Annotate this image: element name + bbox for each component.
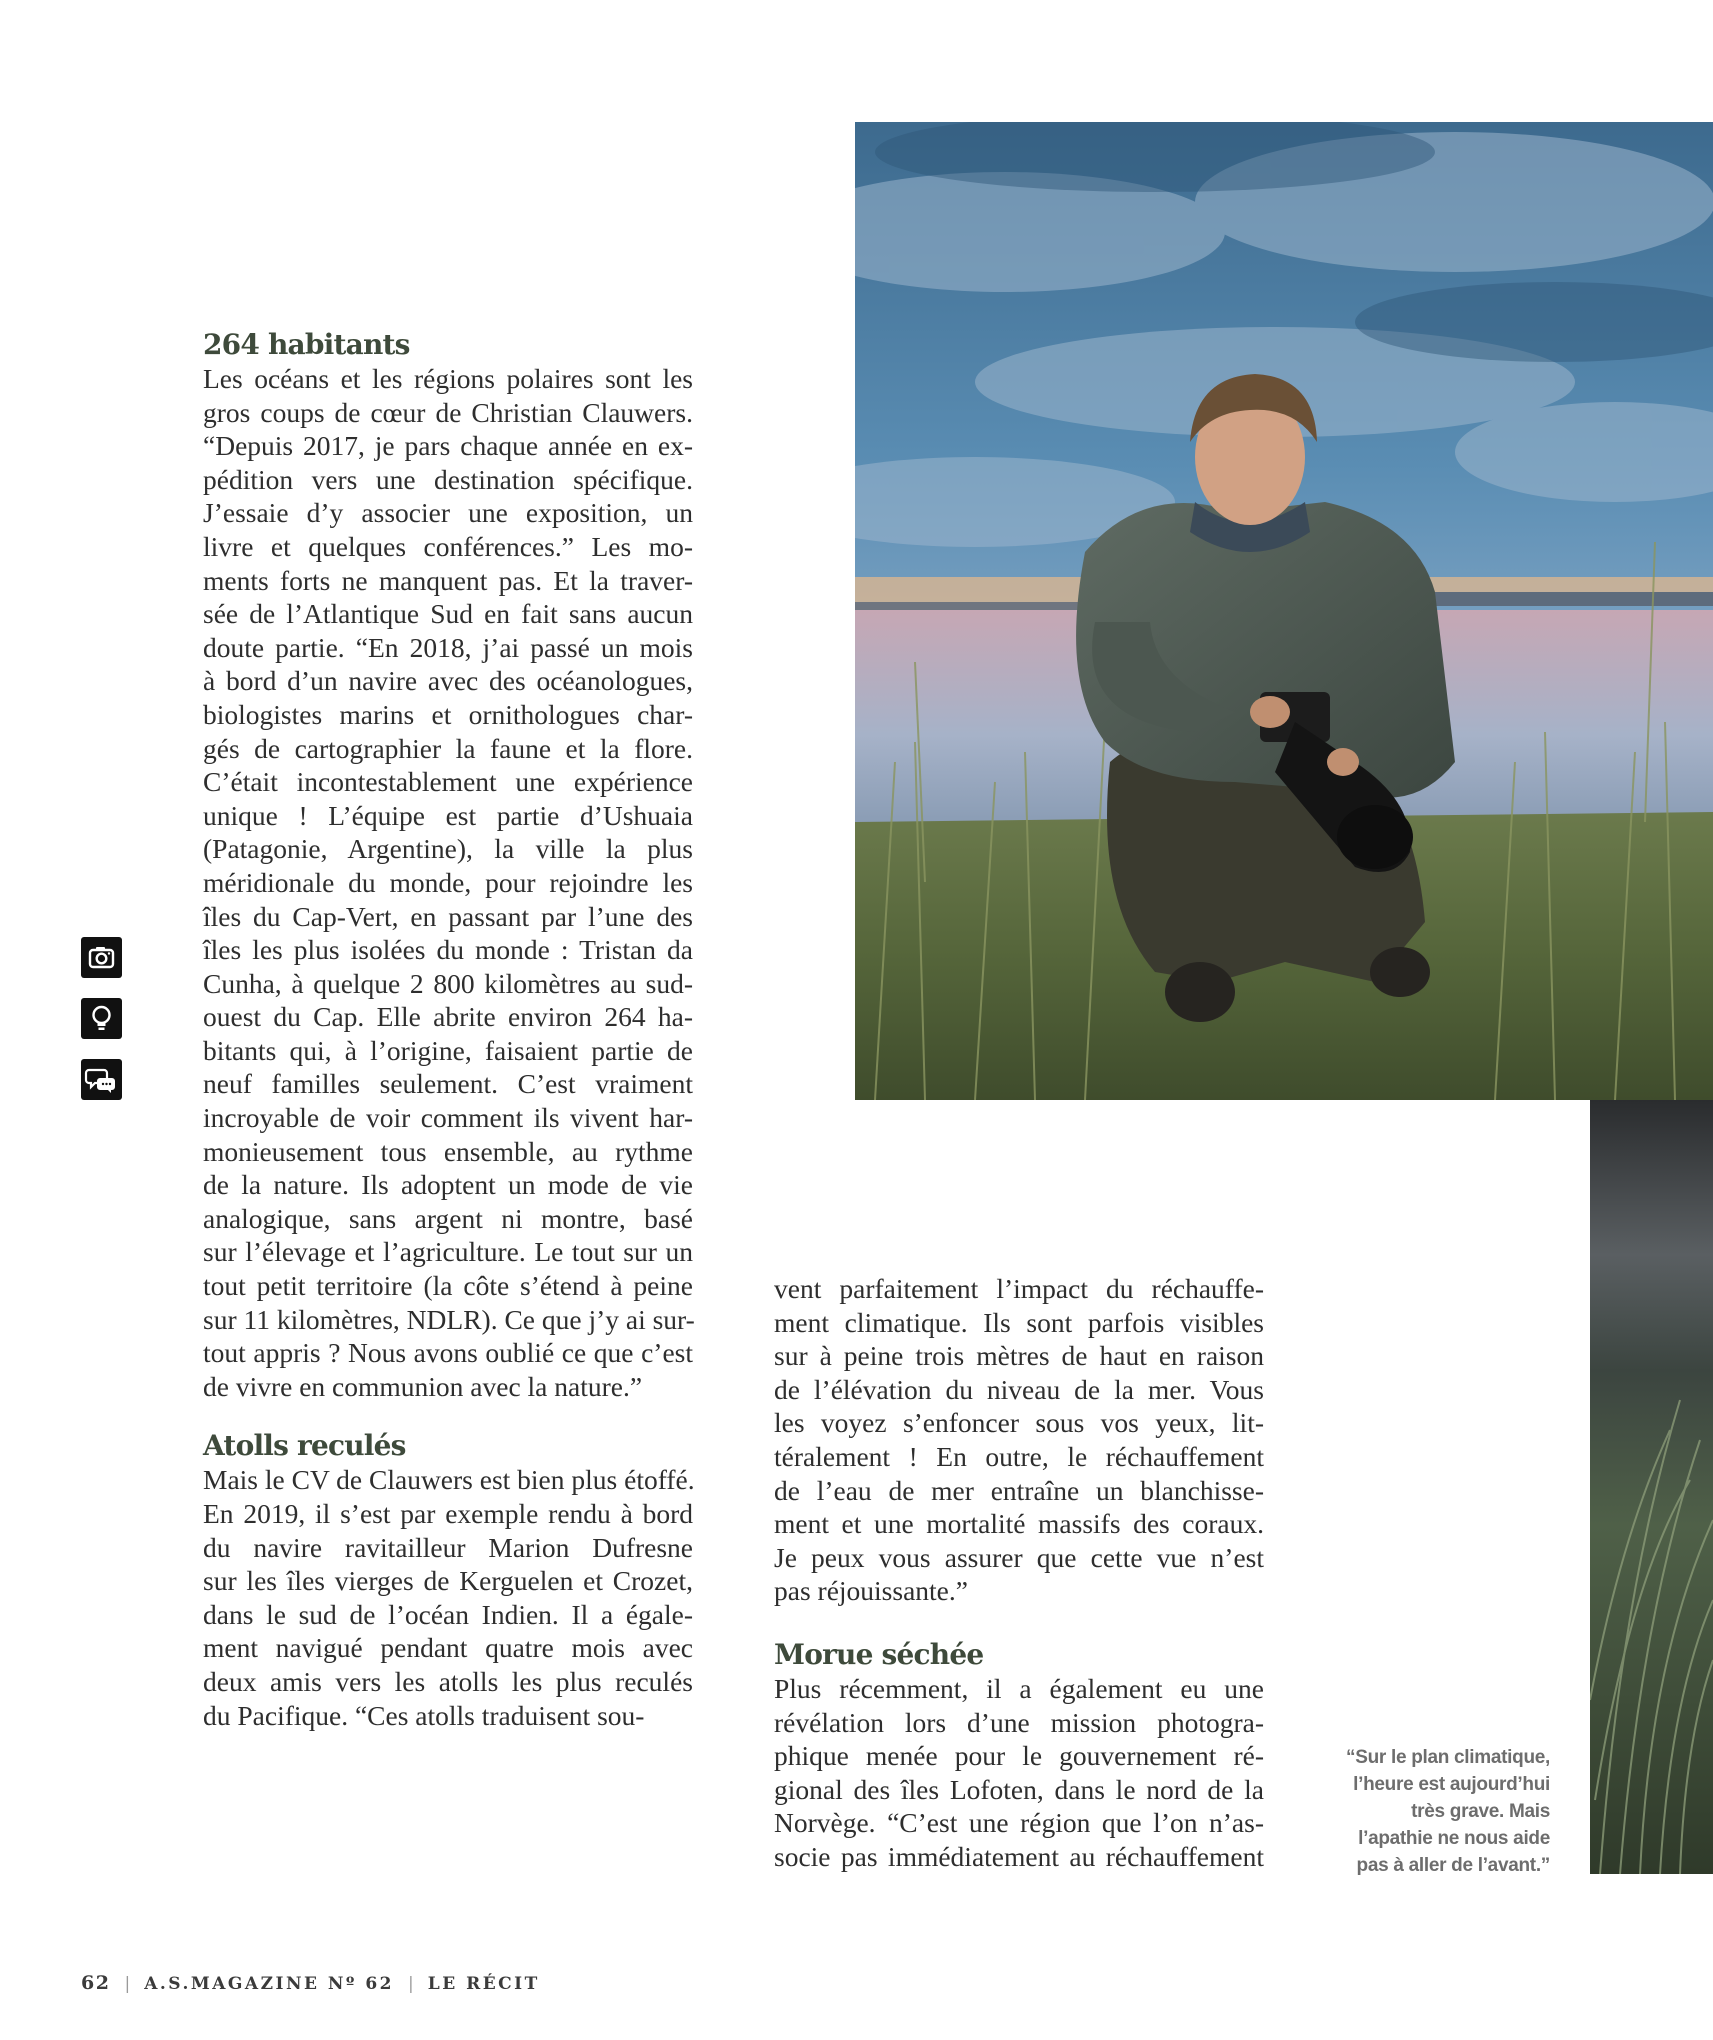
text-line: phique menée pour le gouvernement ré- <box>774 1740 1264 1772</box>
text-line: J’essaie d’y associer une exposition, un <box>203 497 693 529</box>
text-line: monieusement tous ensemble, au rythme <box>203 1135 693 1167</box>
photo-grass <box>1590 1100 1713 1874</box>
pull-quote-line: l’heure est aujourd’hui <box>1353 1774 1550 1795</box>
text-line: tout petit territoire (la côte s’étend à peine <box>203 1270 693 1302</box>
text-line: tout appris ? Nous avons oublié ce que c’est <box>203 1337 693 1369</box>
text-line: sur 11 kilomètres, NDLR). Ce que j’y ai sur- <box>203 1303 695 1335</box>
page-number: 62 <box>81 1972 111 1994</box>
text-line: vent parfaitement l’impact du réchauffe- <box>774 1273 1264 1304</box>
text-line: gros coups de cœur de Christian Clauwers. <box>203 396 693 428</box>
text-line: du Pacifique. “Ces atolls traduisent sou- <box>203 1699 645 1731</box>
footer-separator: | <box>124 1974 131 1994</box>
paragraph-264-habitants <box>203 362 693 1403</box>
section-heading-morue-sechee: Morue séchée <box>774 1637 984 1671</box>
text-line: pas réjouissante.” <box>774 1575 968 1607</box>
text-line: C’était incontestablement une expérience <box>203 766 693 798</box>
text-line: Plus récemment, il a également eu une <box>774 1672 1264 1704</box>
text-line: îles les plus isolées du monde : Tristan da <box>203 934 693 966</box>
text-line: sée de l’Atlantique Sud en fait sans aucun <box>203 598 693 630</box>
text-line: méridionale du monde, pour rejoindre les <box>203 866 693 898</box>
text-line: ment et une mortalité massifs des coraux. <box>774 1508 1264 1540</box>
text-line: (Patagonie, Argentine), la ville la plus <box>203 833 693 865</box>
text-line: ment navigué pendant quatre mois avec <box>203 1632 693 1664</box>
text-line: du navire ravitailleur Marion Dufresne <box>203 1531 693 1563</box>
text-line: ment climatique. Ils sont parfois visibles <box>774 1306 1264 1338</box>
text-line: Mais le CV de Clauwers est bien plus étoffé. <box>203 1464 695 1496</box>
paragraph-atolls-recules <box>203 1463 693 1732</box>
text-line: de vivre en communion avec la nature.” <box>203 1370 643 1402</box>
text-line: livre et quelques conférences.” Les mo- <box>203 530 693 562</box>
text-line: îles du Cap-Vert, en passant par l’une des <box>203 900 693 932</box>
section-heading-264-habitants: 264 habitants <box>203 328 410 361</box>
text-line: les voyez s’enfoncer sous vos yeux, lit- <box>774 1407 1264 1439</box>
text-line: Les océans et les régions polaires sont les <box>203 363 693 394</box>
text-line: gional des îles Lofoten, dans le nord de la <box>774 1773 1264 1805</box>
text-line: deux amis vers les atolls les plus reculés <box>203 1665 693 1697</box>
text-line: révélation lors d’une mission photogra- <box>774 1706 1264 1738</box>
text-line: unique ! L’équipe est partie d’Ushuaia <box>203 799 693 831</box>
text-line: ments forts ne manquent pas. Et la traver- <box>203 564 693 596</box>
page-footer <box>81 1972 540 1995</box>
text-line: de l’élévation du niveau de la mer. Vous <box>774 1373 1264 1405</box>
pull-quote-line: “Sur le plan climatique, <box>1346 1747 1550 1768</box>
pull-quote-line: l’apathie ne nous aide <box>1358 1828 1550 1849</box>
text-line: sur à peine trois mètres de haut en raison <box>774 1340 1264 1372</box>
column-left <box>203 328 693 1732</box>
lightbulb-icon <box>81 998 122 1039</box>
text-line: “Depuis 2017, je pars chaque année en ex- <box>203 430 693 462</box>
chat-icon <box>81 1059 122 1100</box>
text-line: de la nature. Ils adoptent un mode de vie <box>203 1169 693 1201</box>
text-line: socie pas immédiatement au réchauffement <box>774 1840 1264 1872</box>
section-name: LE RÉCIT <box>427 1974 540 1994</box>
text-line: de l’eau de mer entraîne un blanchisse- <box>774 1474 1264 1506</box>
column-middle <box>774 1272 1264 1874</box>
section-heading-atolls-recules: Atolls reculés <box>203 1429 406 1463</box>
footer-separator: | <box>408 1974 414 1994</box>
text-line: gés de cartographier la faune et la flore. <box>203 732 693 764</box>
text-line: En 2019, il s’est par exemple rendu à bord <box>203 1498 693 1529</box>
camera-icon <box>81 937 122 978</box>
photo-photographer <box>855 122 1713 1100</box>
pull-quote <box>1310 1744 1550 1879</box>
text-line: à bord d’un navire avec des océanologues, <box>203 665 693 697</box>
text-line: Cunha, à quelque 2 800 kilomètres au sud- <box>203 967 693 999</box>
text-line: neuf familles seulement. C’est vraiment <box>203 1068 693 1100</box>
text-line: téralement ! En outre, le réchauffement <box>774 1440 1264 1472</box>
text-line: bitants qui, à l’origine, faisaient partie de <box>203 1034 693 1066</box>
text-line: ouest du Cap. Elle abrite environ 264 ha- <box>203 1001 693 1033</box>
paragraph-atolls-continued <box>774 1272 1264 1608</box>
text-line: dans le sud de l’océan Indien. Il a égale- <box>203 1598 693 1630</box>
text-line: Je peux vous assurer que cette vue n’est <box>774 1541 1264 1573</box>
text-line: incroyable de voir comment ils vivent har- <box>203 1102 693 1134</box>
text-line: Norvège. “C’est une région que l’on n’as- <box>774 1807 1264 1839</box>
text-line: sur les îles vierges de Kerguelen et Crozet, <box>203 1565 693 1597</box>
magazine-name: A.S.MAGAZINE Nº 62 <box>144 1974 394 1994</box>
text-line: sur l’élevage et l’agriculture. Le tout sur un <box>203 1236 693 1268</box>
text-line: analogique, sans argent ni montre, basé <box>203 1202 693 1234</box>
text-line: pédition vers une destination spécifique. <box>203 463 693 495</box>
pull-quote-line: pas à aller de l’avant.” <box>1356 1855 1550 1876</box>
text-line: biologistes marins et ornithologues char- <box>203 698 693 730</box>
text-line: doute partie. “En 2018, j’ai passé un mois <box>203 631 693 663</box>
pull-quote-line: très grave. Mais <box>1411 1801 1550 1822</box>
paragraph-morue-sechee <box>774 1672 1264 1874</box>
